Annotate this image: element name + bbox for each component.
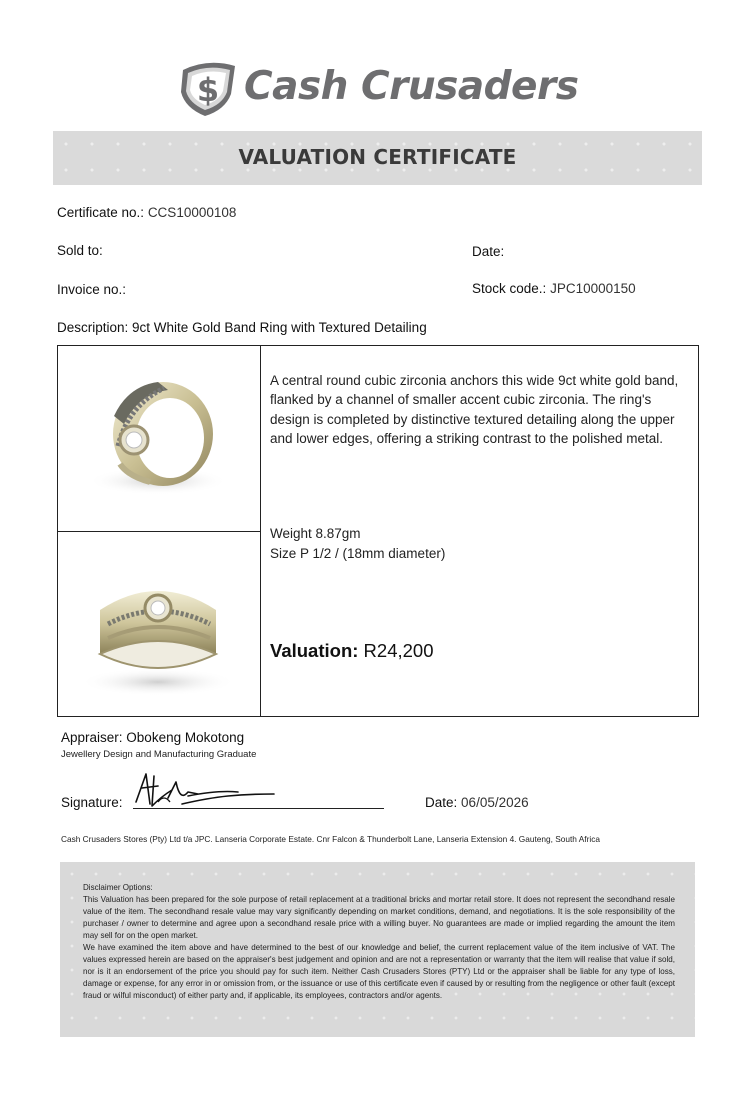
certificate-number <box>57 205 236 220</box>
description-value: 9ct White Gold Band Ring with Textured Detailing <box>132 320 427 335</box>
disclaimer-paragraph: We have examined the item above and have determined to the best of our knowledge and belief, the current replacement value of the item inclusive of VAT. The values expressed herein are based on the appraiser's best judgement and opinion and are not a representation or warranty that the item will realise that value if sold, nor is it an endorsement of the price you should pay for such item. Neither Cash Crusaders Stores (PTY) Ltd or the appraiser shall be liable for any type of loss, damage or expense, for any error in or omission from, or the issuance or use of this certificate even if caused by or resulting from the negligence or other fault (except fraud or wilful misconduct) of either party and, if applicable, its employees, contractors and/or agents. <box>83 942 675 1000</box>
dollar-shield-icon <box>177 60 239 118</box>
certificate-title: VALUATION CERTIFICATE <box>238 145 517 169</box>
certificate-value: CCS10000108 <box>147 205 237 220</box>
appraiser-label: Appraiser: <box>61 730 123 745</box>
disclaimer-text <box>83 882 675 1002</box>
disclaimer-box <box>60 862 695 1037</box>
item-specs <box>270 524 445 563</box>
valuation-label: Valuation: <box>270 640 359 661</box>
brand-name: Cash Crusaders <box>244 64 579 109</box>
date-label: Date: <box>472 244 505 259</box>
description-label: Description: <box>57 320 129 335</box>
svg-text:$: $ <box>196 71 220 109</box>
ring-photo-angled <box>58 346 260 530</box>
ring-photo-front <box>58 532 260 716</box>
stock-label: Stock code.: <box>472 281 547 296</box>
disclaimer-heading: Disclaimer Options: <box>83 883 153 892</box>
disclaimer-paragraph: This Valuation has been prepared for the sole purpose of retail replacement at a traditional bricks and mortar retail store. It does not represent the secondhand resale value of the item. The secondhand resale value may vary significantly depending on market conditions, demand, and negotiations. It is the sole responsibility of the purchaser / owner to determine and agree upon a secondhand resale price with a willing buyer. No guarantees are made or implied regarding the amount the item may sell for on the open market. <box>83 894 675 940</box>
handwritten-signature <box>128 768 278 812</box>
stock-value: JPC10000150 <box>550 281 636 296</box>
item-size: Size P 1/2 / (18mm diameter) <box>270 545 446 561</box>
sold-to-label: Sold to: <box>57 243 103 258</box>
appraiser <box>61 730 244 745</box>
company-address: Cash Crusaders Stores (Pty) Ltd t/a JPC. Lanseria Corporate Estate. Cnr Falcon & Thunderbolt Lane, Lanseria Extension 4. Gauteng, South Africa <box>61 834 600 844</box>
signature-date-label: Date: <box>425 795 458 810</box>
item-weight: Weight 8.87gm <box>270 526 361 541</box>
signature-date-value: 06/05/2026 <box>461 795 529 810</box>
appraiser-name: Obokeng Mokotong <box>126 730 245 745</box>
stock-code <box>472 281 636 296</box>
item-description: A central round cubic zirconia anchors this wide 9ct white gold band, flanked by a channel of smaller accent cubic zirconia. The ring's design is completed by distinctive textured detailing along the upper and lower edges, offering a striking contrast to the polished metal. <box>270 373 679 447</box>
appraiser-title: Jewellery Design and Manufacturing Graduate <box>61 749 257 760</box>
certificate-label: Certificate no.: <box>57 205 145 220</box>
signature-date <box>425 795 529 810</box>
valuation-value: R24,200 <box>363 640 434 661</box>
signature-label: Signature: <box>61 795 123 810</box>
invoice-label: Invoice no.: <box>57 282 127 297</box>
valuation <box>270 640 434 662</box>
certificate-banner <box>53 131 702 185</box>
description <box>57 320 427 335</box>
